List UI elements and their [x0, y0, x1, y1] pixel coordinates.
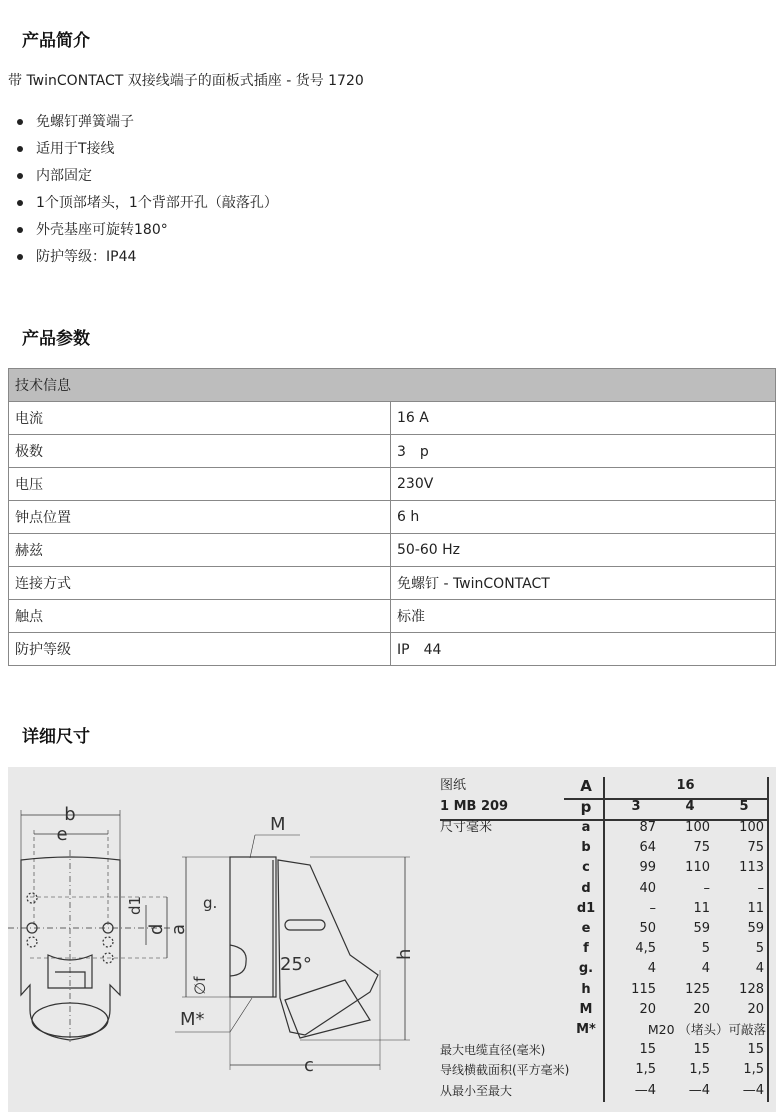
dim-value: 75 [693, 840, 710, 856]
label-d: d [146, 923, 167, 935]
extra-key: 导线横截面积(平方毫米) [440, 1063, 570, 1078]
dim-key: d1 [576, 900, 596, 916]
A-value: 16 [676, 778, 695, 793]
feature-list [14, 108, 278, 270]
spec-value: 标准 [391, 600, 776, 633]
p-value: 5 [739, 799, 749, 814]
dim-value: 100 [739, 820, 764, 835]
extra-value: —4 [634, 1082, 656, 1098]
spec-key: 极数 [9, 435, 391, 468]
spec-value: 6 h [391, 501, 776, 534]
label-Mstar: M* [180, 1009, 205, 1030]
feature-text: 防护等级：IP44 [36, 248, 137, 265]
dim-value: 99 [639, 860, 656, 876]
drawing-label: 图纸 [440, 778, 467, 793]
dim-key: M [579, 1001, 593, 1017]
label-f: ∅f [191, 976, 209, 995]
label-M: M [270, 814, 286, 835]
dimension-table [440, 775, 776, 1110]
extra-value: 1,5 [743, 1062, 764, 1078]
feature-text: 免螺钉弹簧端子 [36, 113, 134, 130]
dim-value: – [649, 900, 656, 916]
dim-value: 11 [747, 900, 764, 916]
feature-item [14, 189, 278, 216]
spec-value: 免螺钉 - TwinCONTACT [391, 567, 776, 600]
extra-key: 最大电缆直径(毫米) [440, 1043, 546, 1058]
dimension-panel [8, 767, 776, 1112]
label-h: h [394, 948, 415, 960]
extra-value: —4 [742, 1082, 764, 1098]
spec-row [9, 435, 776, 468]
feature-text: 外壳基座可旋转180° [36, 221, 168, 238]
bullet-icon [17, 227, 23, 233]
spec-key: 连接方式 [9, 567, 391, 600]
A-label: A [580, 777, 592, 795]
dim-key: h [581, 981, 591, 997]
dim-value: 87 [639, 820, 656, 835]
spec-key: 电流 [9, 402, 391, 435]
spec-key: 防护等级 [9, 633, 391, 666]
extra-value: 1,5 [689, 1062, 710, 1078]
dim-key: e [581, 921, 591, 936]
dim-value: – [757, 880, 764, 896]
extra-value: 1,5 [635, 1062, 656, 1078]
dim-value: 11 [693, 900, 710, 916]
label-d1: d1 [126, 895, 144, 915]
spec-value: IP 44 [391, 633, 776, 666]
spec-row [9, 468, 776, 501]
spec-key: 触点 [9, 600, 391, 633]
spec-row [9, 501, 776, 534]
dim-value: 64 [639, 840, 656, 856]
drawing-number: 1 MB 209 [440, 799, 509, 814]
spec-value: 16 A [391, 402, 776, 435]
dim-value: 128 [739, 981, 764, 997]
bullet-icon [17, 146, 23, 152]
label-angle: 25° [280, 954, 312, 975]
spec-value: 230V [391, 468, 776, 501]
label-g: g. [203, 894, 218, 912]
dim-value: 50 [639, 921, 656, 936]
p-value: 3 [631, 799, 641, 814]
dim-key: b [581, 840, 591, 856]
spec-row [9, 402, 776, 435]
dim-value: 20 [747, 1001, 764, 1017]
section-title-dimensions: 详细尺寸 [22, 727, 90, 747]
feature-text: 1个顶部堵头，1个背部开孔（敲落孔） [36, 194, 278, 211]
label-e: e [56, 824, 68, 845]
label-c: c [304, 1055, 314, 1076]
spec-table-header: 技术信息 [9, 369, 776, 402]
extra-value: 15 [693, 1042, 710, 1058]
spec-key: 赫兹 [9, 534, 391, 567]
dim-value: 5 [701, 941, 710, 957]
label-a: a [168, 923, 189, 935]
dim-value: 113 [739, 860, 764, 876]
dim-value: – [703, 880, 710, 896]
dim-key: f [583, 941, 589, 957]
bullet-icon [17, 173, 23, 179]
feature-item [14, 243, 278, 270]
extra-value: —4 [688, 1082, 710, 1098]
spec-row [9, 633, 776, 666]
spec-table [8, 368, 776, 666]
feature-text: 适用于T接线 [36, 140, 115, 157]
spec-row [9, 567, 776, 600]
dim-value: 40 [639, 880, 656, 896]
dim-value: 110 [685, 860, 710, 876]
dim-value: 125 [685, 981, 710, 997]
feature-text: 内部固定 [36, 167, 92, 184]
bullet-icon [17, 200, 23, 206]
dim-value: 5 [755, 941, 764, 957]
spec-row [9, 600, 776, 633]
dim-value: 4 [701, 961, 710, 977]
dim-value: 4 [647, 961, 656, 977]
spec-key: 电压 [9, 468, 391, 501]
p-label: p [580, 798, 592, 816]
label-b: b [64, 804, 76, 825]
dim-key: c [582, 860, 590, 876]
feature-item [14, 108, 278, 135]
dim-value: 4 [755, 961, 764, 977]
feature-item [14, 216, 278, 243]
extra-key: 从最小至最大 [440, 1083, 513, 1098]
mstar-label: M* [576, 1022, 596, 1037]
dim-value: 20 [639, 1001, 656, 1017]
spec-row [9, 534, 776, 567]
dim-value: 75 [747, 840, 764, 856]
spec-key: 钟点位置 [9, 501, 391, 534]
product-description: 带 TwinCONTACT 双接线端子的面板式插座 - 货号 1720 [8, 73, 364, 89]
spec-value: 3 p [391, 435, 776, 468]
dim-value: 59 [693, 921, 710, 936]
dim-value: 115 [631, 981, 656, 997]
p-value: 4 [685, 799, 695, 814]
dim-value: 20 [693, 1001, 710, 1017]
unit-label: 尺寸毫米 [440, 820, 493, 835]
bullet-icon [17, 119, 23, 125]
bullet-icon [17, 254, 23, 260]
extra-value: 15 [639, 1042, 656, 1058]
dim-key: d [581, 880, 591, 896]
extra-value: 15 [747, 1042, 764, 1058]
dim-key: a [581, 820, 591, 835]
dim-value: 100 [685, 820, 710, 835]
feature-item [14, 162, 278, 189]
feature-item [14, 135, 278, 162]
spec-value: 50-60 Hz [391, 534, 776, 567]
dim-value: 4,5 [635, 941, 656, 957]
section-title-intro: 产品简介 [22, 31, 90, 51]
section-title-params: 产品参数 [22, 329, 90, 349]
dim-value: 59 [747, 921, 764, 936]
dimension-drawing [0, 770, 430, 1115]
side-view [175, 835, 410, 1070]
dim-key: g. [578, 961, 594, 977]
mstar-value: M20 （堵头）可敲落 [647, 1022, 766, 1037]
